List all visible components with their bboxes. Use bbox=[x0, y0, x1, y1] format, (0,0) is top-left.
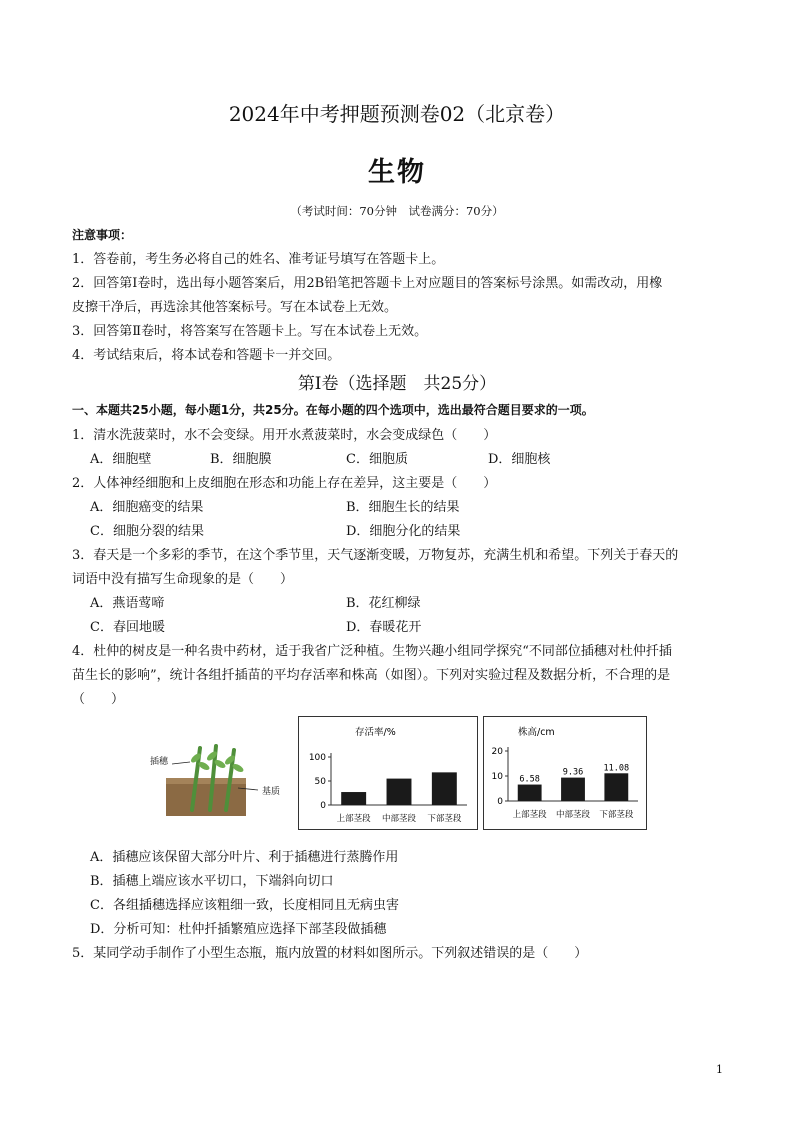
notes-heading: 注意事项： bbox=[72, 228, 133, 242]
data-label: 6.58 bbox=[519, 774, 540, 785]
question-stem: 1．清水洗菠菜时，水不会变绿。用开水煮菠菜时，水会变成绿色（ ） bbox=[72, 428, 497, 443]
x-tick-label: 中部茎段 bbox=[555, 810, 591, 820]
survival-rate-chart bbox=[298, 716, 478, 830]
exam-title: 2024年中考押题预测卷02（北京卷） bbox=[228, 102, 566, 126]
bar bbox=[561, 778, 585, 801]
y-tick-label: 100 bbox=[308, 753, 326, 763]
option-b: B．细胞生长的结果 bbox=[346, 500, 460, 515]
x-tick-label: 下部茎段 bbox=[427, 814, 462, 824]
bar bbox=[432, 772, 457, 805]
option-c: C．细胞分裂的结果 bbox=[90, 524, 204, 539]
substrate-label: 基质 bbox=[262, 787, 281, 797]
option-c: C．细胞质 bbox=[346, 452, 408, 467]
option-d: D．分析可知：杜仲扦插繁殖应选择下部茎段做插穗 bbox=[90, 922, 387, 937]
chart-title: 存活率/% bbox=[355, 727, 396, 738]
part-instruction: 一、本题共25小题，每小题1分，共25分。在每小题的四个选项中，选出最符合题目要求的一项。 bbox=[72, 403, 594, 417]
cutting-illustration bbox=[150, 738, 295, 818]
x-tick-label: 上部茎段 bbox=[336, 814, 371, 824]
cutting-label: 插穗 bbox=[150, 757, 169, 767]
x-tick-label: 中部茎段 bbox=[381, 814, 417, 824]
option-c: C．各组插穗选择应该粗细一致，长度相同且无病虫害 bbox=[90, 898, 399, 913]
x-tick-label: 上部茎段 bbox=[512, 810, 547, 820]
question-stem: 2．人体神经细胞和上皮细胞在形态和功能上存在差异，这主要是（ ） bbox=[72, 476, 497, 491]
subject-title: 生物 bbox=[368, 157, 426, 188]
survival-rate-plot bbox=[299, 717, 477, 829]
page-number: 1 bbox=[716, 1063, 723, 1076]
note-item: 4．考试结束后，将本试卷和答题卡一并交回。 bbox=[72, 348, 341, 363]
plant-height-chart bbox=[483, 716, 647, 830]
question-stem: 5．某同学动手制作了小型生态瓶，瓶内放置的材料如图所示。下列叙述错误的是（ ） bbox=[72, 946, 588, 961]
chart-title: 株高/cm bbox=[518, 727, 555, 738]
note-item: 2．回答第Ⅰ卷时，选出每小题答案后，用2B铅笔把答题卡上对应题目的答案标号涂黑。如需改动，用橡 bbox=[72, 276, 663, 291]
note-item: 1．答卷前，考生务必将自己的姓名、准考证号填写在答题卡上。 bbox=[72, 252, 445, 267]
question-stem: 词语中没有描写生命现象的是（ ） bbox=[72, 572, 294, 587]
question-stem: （ ） bbox=[72, 692, 125, 707]
option-a: A．细胞壁 bbox=[90, 452, 152, 467]
data-label: 11.08 bbox=[603, 763, 630, 774]
plant-height-plot bbox=[484, 717, 646, 829]
y-tick-label: 0 bbox=[497, 797, 503, 807]
option-d: D．细胞核 bbox=[488, 452, 551, 467]
option-b: B．花红柳绿 bbox=[346, 596, 421, 611]
option-a: A．细胞癌变的结果 bbox=[90, 500, 204, 515]
option-b: B．细胞膜 bbox=[210, 452, 272, 467]
bar bbox=[518, 785, 542, 801]
note-item: 皮擦干净后，再选涂其他答案标号。写在本试卷上无效。 bbox=[72, 300, 398, 315]
exam-info: （考试时间：70分钟 试卷满分：70分） bbox=[290, 204, 504, 218]
question-stem: 3．春天是一个多彩的季节，在这个季节里，天气逐渐变暖，万物复苏，充满生机和希望。下列关于春天的 bbox=[72, 548, 679, 563]
cutting-drawing bbox=[150, 738, 295, 818]
bar bbox=[387, 779, 412, 805]
section-title: 第Ⅰ卷（选择题 共25分） bbox=[297, 374, 497, 394]
y-tick-label: 20 bbox=[491, 747, 503, 757]
x-tick-label: 下部茎段 bbox=[599, 810, 634, 820]
option-d: D．春暖花开 bbox=[346, 620, 422, 635]
y-tick-label: 0 bbox=[320, 801, 326, 811]
question-stem: 4．杜仲的树皮是一种名贵中药材，适于我省广泛种植。生物兴趣小组同学探究“不同部位插穗对杜仲扦插 bbox=[72, 644, 672, 659]
option-b: B．插穗上端应该水平切口，下端斜向切口 bbox=[90, 874, 334, 889]
note-item: 3．回答第Ⅱ卷时，将答案写在答题卡上。写在本试卷上无效。 bbox=[72, 324, 428, 339]
option-c: C．春回地暖 bbox=[90, 620, 165, 635]
question-stem: 苗生长的影响”，统计各组扦插苗的平均存活率和株高（如图）。下列对实验过程及数据分析，不合理的是 bbox=[72, 668, 671, 683]
option-d: D．细胞分化的结果 bbox=[346, 524, 461, 539]
bar bbox=[341, 792, 366, 805]
option-a: A．燕语莺啼 bbox=[90, 596, 165, 611]
y-tick-label: 10 bbox=[491, 772, 503, 782]
option-a: A．插穗应该保留大部分叶片、利于插穗进行蒸腾作用 bbox=[90, 850, 399, 865]
data-label: 9.36 bbox=[562, 767, 584, 778]
y-tick-label: 50 bbox=[314, 777, 326, 787]
bar bbox=[604, 773, 628, 801]
